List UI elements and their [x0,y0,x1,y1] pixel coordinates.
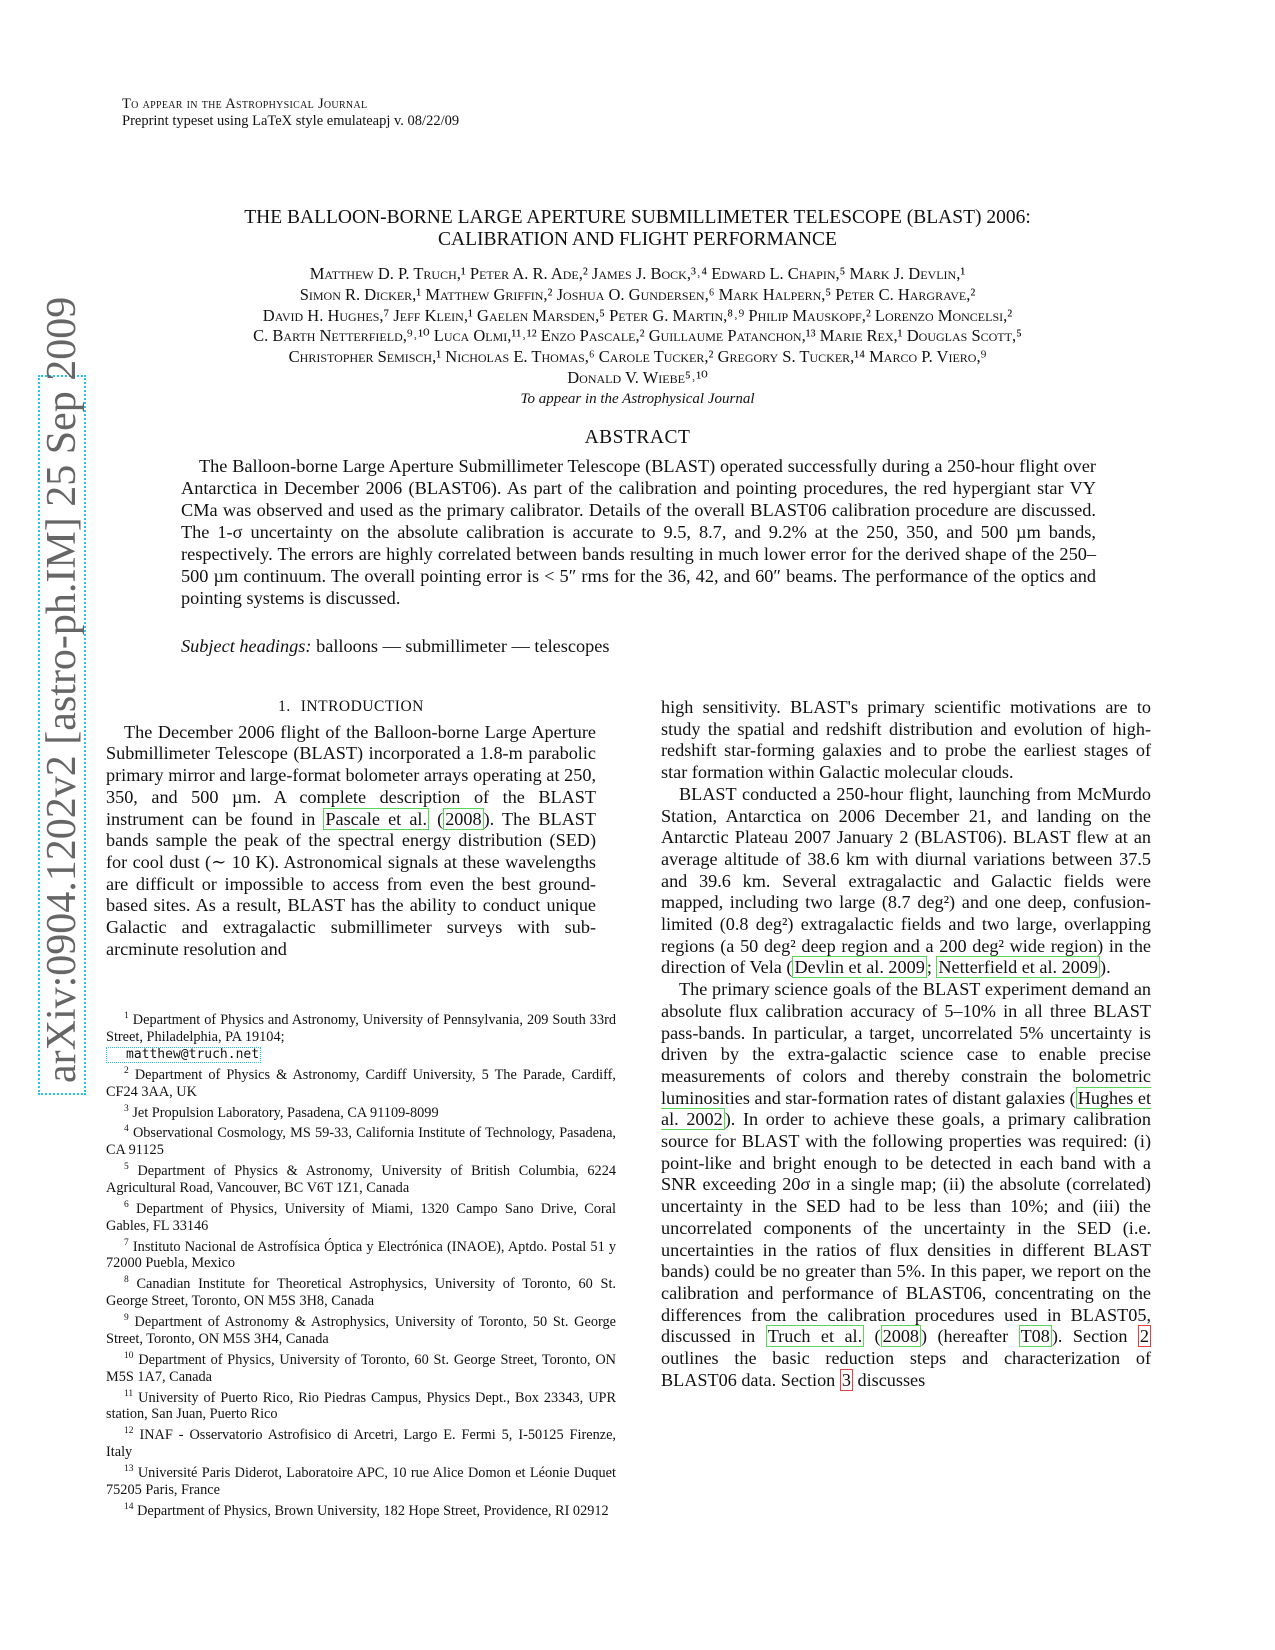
intro-paragraph-3: The primary science goals of the BLAST experiment demand an absolute flux calibration accuracy of 5–10% in all three BLAST pass-bands. In particular, a target, uncorrelated 5% uncertainty is driven by the extra-galactic science case to enable precise measurements of colors and thereby constrain the bolometric luminosities and star-formation rates of distant galaxies ( Hughes et al. 2002 ). In order to achieve these goals, a primary calibration source for BLAST with the following properties was required: (i) point-like and bright enough to be detected in each band with a SNR exceeding 20σ in a single map; (ii) the absolute (correlated) uncertainty in the SED had to be less than 10%; and (iii) the uncorrelated components of the uncertainty in the SED (i.e. uncertainties in the ratios of flux densities in different BLAST bands) could be no greater than 5%. In this paper, we report on the calibration and performance of BLAST06, concentrating on the differences from the calibration procedures used in BLAST05, discussed in Truch et al. ( 2008 ) (hereafter T08 ). Section 2 outlines the basic reduction steps and characterization of BLAST06 data. Section 3 discusses [661,979,1151,1390]
footnote [106,1121,616,1159]
footnote-number: 12 [124,1426,134,1437]
footnote-number: 5 [124,1162,129,1173]
footnote [106,1461,616,1499]
footnote-text: Canadian Institute for Theoretical Astrophysics, University of Toronto, 60 St. George Street, Toronto, ON M5S 3H8, Canada [106,1276,616,1310]
journal-line: To appear in the Astrophysical Journal [122,96,368,112]
author-line: Christopher Semisch,¹ Nicholas E. Thomas,⁶ Carole Tucker,² Gregory S. Tucker,¹⁴ Marco P. Viero,⁹ [288,347,987,367]
title-line-1: THE BALLOON-BORNE LARGE APERTURE SUBMILLIMETER TELESCOPE (BLAST) 2006: [244,207,1031,228]
abstract-heading: ABSTRACT [584,427,691,448]
footnote [106,1310,616,1348]
title-line-2: CALIBRATION AND FLIGHT PERFORMANCE [438,229,837,250]
footnote-text: Department of Physics & Astronomy, University of British Columbia, 6224 Agricultural Road, Vancouver, BC V6T 1Z1, Canada [106,1162,616,1196]
intro-paragraph-1-cont: high sensitivity. BLAST's primary scientific motivations are to study the spatial and redshift distribution and evolution of high-redshift star-forming galaxies and to probe the earliest stages of star formation within Galactic molecular clouds. [661,697,1151,783]
footnote-text: Department of Physics and Astronomy, University of Pennsylvania, 209 South 33rd Street, Philadelphia, PA 19104; [106,1011,617,1045]
footnote-text: Instituto Nacional de Astrofísica Óptica y Electrónica (INAOE), Aptdo. Postal 51 y 72000 Puebla, Mexico [106,1238,617,1272]
footnote-text: Department of Physics, University of Toronto, 60 St. George Street, Toronto, ON M5S 1A7, Canada [106,1351,616,1385]
text-run: ) (hereafter [921,1326,1019,1347]
arxiv-stamp-text: arXiv:0904.1202v2 [astro-ph.IM] 25 Sep 2009 [39,296,85,1083]
author-line: David H. Hughes,⁷ Jeff Klein,¹ Gaelen Marsden,⁵ Peter G. Martin,⁸˒⁹ Philip Mauskopf,² Lorenzo Moncelsi,² [262,305,1013,325]
footnote [106,1423,616,1461]
citation-link[interactable]: Truch et al. [767,1326,863,1347]
footnote [106,1197,616,1235]
citation-link[interactable]: Devlin et al. 2009 [794,957,925,978]
footnote-number: 13 [124,1464,134,1475]
subject-text: balloons — submillimeter — telescopes [316,636,610,656]
section-heading [106,696,596,718]
footnote [106,1008,616,1063]
footnote [106,1386,616,1424]
footnote-number: 8 [124,1275,129,1286]
section-ref-link[interactable]: 3 [841,1369,851,1390]
abstract-text: The Balloon-borne Large Aperture Submillimeter Telescope (BLAST) operated successfully during a 250-hour flight over Antarctica in December 2006 (BLAST06). As part of the calibration and pointing procedures, the red hypergiant star VY CMa was observed and used as the primary calibrator. Details of the overall BLAST06 calibration procedure are discussed. The 1-σ uncertainty on the absolute calibration is accurate to 9.5, 8.7, and 9.2% at the 250, 350, and 500 µm bands, respectively. The errors are highly correlated between bands resulting in much lower error for the derived shape of the 250–500 µm continuum. The overall pointing error is < 5″ rms for the 36, 42, and 60″ beams. The performance of the optics and pointing systems is discussed. [181,456,1096,608]
preprint-line: Preprint typeset using LaTeX style emulateapj v. 08/22/09 [122,113,460,129]
text-run: ). [1100,957,1111,978]
footnote-text: Jet Propulsion Laboratory, Pasadena, CA 91109-8099 [132,1104,439,1121]
text-run: ). The BLAST bands sample the peak of the spectral energy distribution (SED) for cool dust (∼ 10 K). Astronomical signals at these wavelengths are difficult or impossible to access from even the best ground-based sites. As a result, BLAST has the ability to conduct unique Galactic and extragalactic submillimeter surveys with sub-arcminute resolution and [106,808,596,959]
text-run: outlines the basic reduction steps and characterization of BLAST06 data. Section [661,1348,1151,1390]
footnote [106,1235,616,1273]
text-run: BLAST conducted a 250-hour flight, launching from McMurdo Station, Antarctica on 2006 December 21, and landing on the Antarctic Plateau 2007 January 2 (BLAST06). BLAST flew at an average altitude of 38.6 km with diurnal variations between 37.5 and 39.6 km. Several extragalactic and Galactic fields were mapped, including two large (8.7 deg²) and one deep, confusion-limited (0.8 deg²) extragalactic fields and two large, overlapping regions (a 50 deg² deep region and a 200 deg² wide region) in the direction of Vela ( [661,783,1151,978]
author-line: Simon R. Dicker,¹ Matthew Griffin,² Joshua O. Gundersen,⁶ Mark Halpern,⁵ Peter C. Hargrave,² [299,284,976,304]
text-run: ). Section [1051,1326,1138,1347]
footnote-text: INAF - Osservatorio Astrofisico di Arcetri, Largo E. Fermi 5, I-50125 Firenze, Italy [106,1427,616,1461]
footnote [106,1272,616,1310]
footnote-number: 1 [124,1011,129,1021]
footnote [106,1159,616,1197]
footnote-number: 4 [124,1124,129,1135]
citation-year-link[interactable]: 2008 [445,808,482,829]
footnote-text: Observational Cosmology, MS 59-33, California Institute of Technology, Pasadena, CA 91125 [106,1125,617,1159]
right-column [661,697,1151,1392]
footnote-number: 9 [124,1313,129,1324]
footnote-number: 14 [124,1501,134,1512]
section-number: 1. [278,698,291,715]
intro-paragraph-1: The December 2006 flight of the Balloon-borne Large Aperture Submillimeter Telescope (BLAST) incorporated a 1.8-m parabolic primary mirror and large-format bolometer arrays operating at 250, 350, and 500 µm. A complete description of the BLAST instrument can be found in Pascale et al. ( 2008 ). The BLAST bands sample the peak of the spectral energy distribution (SED) for cool dust (∼ 10 K). Astronomical signals at these wavelengths are difficult or impossible to access from even the best ground-based sites. As a result, BLAST has the ability to conduct unique Galactic and extragalactic submillimeter surveys with sub-arcminute resolution and [106,721,596,959]
author-line: Matthew D. P. Truch,¹ Peter A. R. Ade,² James J. Bock,³˒⁴ Edward L. Chapin,⁵ Mark J. Devlin,¹ [309,264,966,283]
citation-link[interactable]: Hughes et al. 2002 [661,1087,1151,1130]
email-link[interactable]: matthew@truch.net [106,1047,261,1063]
footnote-text: Université Paris Diderot, Laboratoire APC, 10 rue Alice Domon et Léonie Duquet 75205 Paris, France [106,1464,616,1498]
citation-link[interactable]: Netterfield et al. 2009 [938,957,1099,978]
intro-paragraph-2: BLAST conducted a 250-hour flight, launching from McMurdo Station, Antarctica on 2006 December 21, and landing on the Antarctic Plateau 2007 January 2 (BLAST06). BLAST flew at an average altitude of 38.6 km with diurnal variations between 37.5 and 39.6 km. Several extragalactic and Galactic fields were mapped, including two large (8.7 deg²) and one deep, confusion-limited (0.8 deg²) extragalactic fields and two large, overlapping regions (a 50 deg² deep region and a 200 deg² wide region) in the direction of Vela ( Devlin et al. 2009 ; Netterfield et al. 2009 ). [661,783,1151,978]
subject-label: Subject headings: [181,636,312,656]
footnote-number: 11 [124,1388,134,1399]
footnotes [106,1008,616,1520]
author-list [90,264,1185,389]
footnote-number: 3 [124,1103,129,1114]
footnote [106,1499,616,1520]
author-line: C. Barth Netterfield,⁹˒¹⁰ Luca Olmi,¹¹˒¹² Enzo Pascale,² Guillaume Patanchon,¹³ Marie Rex,¹ Douglas Scott,⁵ [253,326,1022,346]
arxiv-stamp[interactable] [38,296,86,1095]
running-header [122,96,459,130]
text-run: The December 2006 flight of the Balloon-borne Large Aperture Submillimeter Telescope (BLAST) incorporated a 1.8-m parabolic primary mirror and large-format bolometer arrays operating at 250, 350, and 500 µm. A complete description of the BLAST instrument can be found in [106,721,596,829]
footnote [106,1348,616,1386]
text-run: ). In order to achieve these goals, a primary calibration source for BLAST with the following properties was required: (i) point-like and bright enough to be detected in each band with a SNR exceeding 20σ in a single map; (ii) the absolute (correlated) uncertainty in the SED had to be less than 10%; and (iii) the uncorrelated components of the uncertainty in the SED (i.e. uncertainties in the ratios of flux densities in different BLAST bands) could be no greater than 5%. In this paper, we report on the calibration and performance of BLAST06, concentrating on the differences from the calibration procedures used in BLAST05, discussed in [661,1109,1151,1347]
section-title: INTRODUCTION [300,698,424,715]
subject-headings [181,636,1096,657]
footnote-text: University of Puerto Rico, Rio Piedras Campus, Physics Dept., Box 23343, UPR station, San Juan, Puerto Rico [106,1389,617,1423]
citation-link[interactable]: Pascale et al. [325,808,428,829]
citation-year-link[interactable]: 2008 [882,1326,919,1347]
footnote-text: Department of Astronomy & Astrophysics, University of Toronto, 50 St. George Street, Toronto, ON M5S 3H4, Canada [106,1313,616,1347]
footnote-number: 10 [124,1350,134,1361]
text-run: The primary science goals of the BLAST experiment demand an absolute flux calibration accuracy of 5–10% in all three BLAST pass-bands. In particular, a target, uncorrelated 5% uncertainty is driven by the extra-galactic science case to enable precise measurements of colors and thereby constrain the bolometric luminosities and star-formation rates of distant galaxies ( [661,979,1151,1108]
footnote-text: Department of Physics, University of Miami, 1320 Campo Sano Drive, Coral Gables, FL 33146 [106,1200,616,1234]
left-column [106,696,596,960]
footnote-text: Department of Physics & Astronomy, Cardiff University, 5 The Parade, Cardiff, CF24 3AA, UK [106,1066,616,1100]
footnote [106,1063,616,1101]
text-run: discusses [852,1369,926,1390]
footnote-number: 6 [124,1199,129,1210]
citation-link[interactable]: T08 [1020,1326,1050,1347]
author-line: Donald V. Wiebe⁵˒¹⁰ [567,367,708,387]
paper-title [140,207,1135,251]
appear-note: To appear in the Astrophysical Journal [520,391,755,407]
footnote-number: 2 [124,1065,129,1076]
section-ref-link[interactable]: 2 [1139,1326,1149,1347]
footnote [106,1101,616,1122]
footnote-text: Department of Physics, Brown University, 182 Hope Street, Providence, RI 02912 [137,1502,609,1519]
footnote-number: 7 [124,1237,129,1248]
